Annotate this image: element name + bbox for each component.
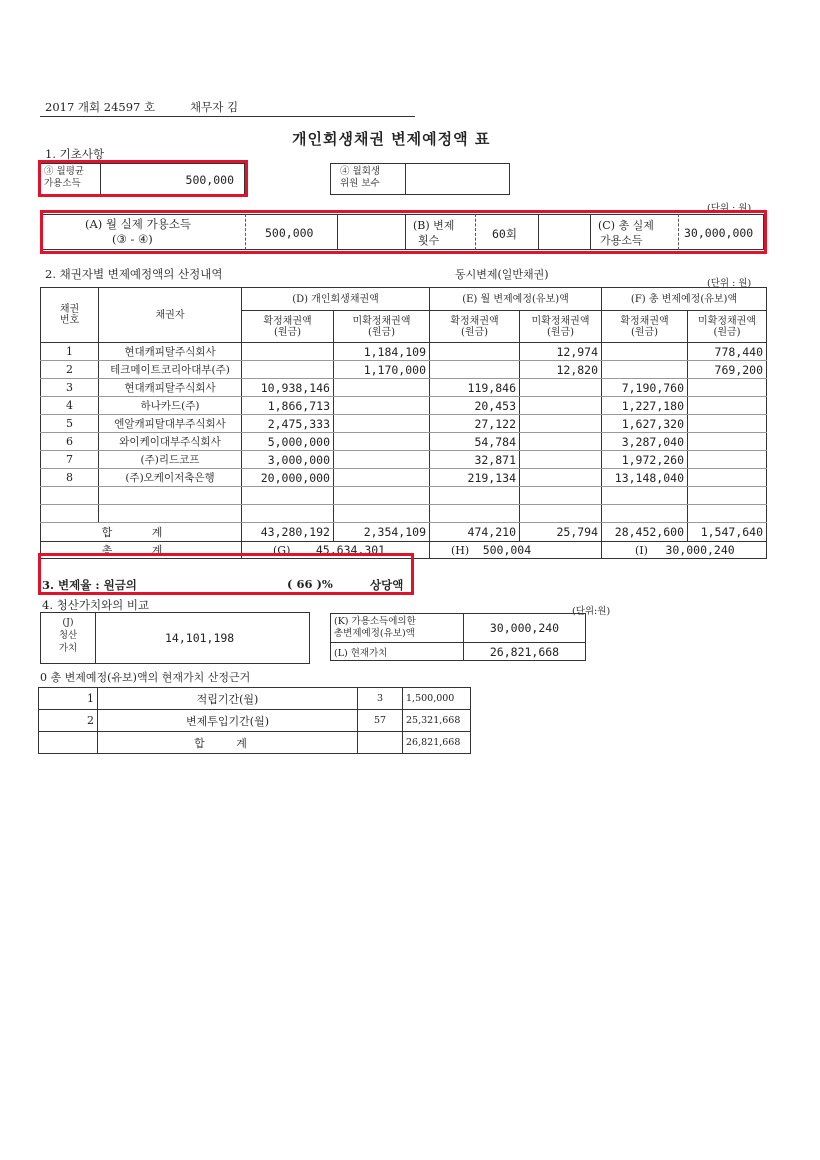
- d-unconfirmed: [334, 379, 430, 397]
- pv-total-no: [39, 732, 98, 754]
- a-value: 500,000: [265, 226, 314, 240]
- row-number: 8: [41, 469, 99, 487]
- g-value: 45,634,301: [315, 543, 386, 557]
- col-header-d: (D) 개인회생채권액: [242, 288, 430, 311]
- debtor-name: 채무자 김: [190, 100, 239, 114]
- l-label: (L) 현재가치: [331, 643, 464, 661]
- page-title: 개인회생채권 변제예정액 표: [292, 130, 491, 148]
- creditor-name: 현대캐피탈주식회사: [99, 343, 242, 361]
- total-label: 총 계: [41, 542, 242, 559]
- table-row: [41, 361, 767, 379]
- trustee-fee-divider: [405, 163, 406, 195]
- f-unconfirmed: 778,440: [688, 343, 767, 361]
- c-label-line2: 가용소득: [600, 234, 643, 247]
- table-row: [41, 505, 767, 523]
- creditor-name: 테크메이트코리아대부(주): [99, 361, 242, 379]
- row-number: [41, 505, 99, 523]
- subheader-e-confirmed: 확정채권액 (원금): [430, 311, 520, 343]
- creditor-name: 엔알캐피탈대부주식회사: [99, 415, 242, 433]
- d-unconfirmed: [334, 469, 430, 487]
- pv-total-months: [358, 732, 403, 754]
- highlight-total-and-rate: [38, 553, 414, 595]
- f-confirmed: 1,227,180: [602, 397, 688, 415]
- pv-no: 1: [39, 688, 98, 710]
- f-unconfirmed: [688, 469, 767, 487]
- f-confirmed: 13,148,040: [602, 469, 688, 487]
- section4-unit: (단위:원): [572, 606, 611, 617]
- pv-row: [39, 688, 471, 710]
- pv-total-amount: 26,821,668: [403, 732, 471, 754]
- liquidation-divider: [95, 612, 96, 664]
- section3-text-2: 상당액: [370, 578, 404, 592]
- creditor-name: [99, 487, 242, 505]
- creditor-name: (주)리드코프: [99, 451, 242, 469]
- k-value: 30,000,240: [464, 614, 586, 643]
- header-underline: [40, 116, 415, 117]
- e-unconfirmed: [520, 505, 602, 523]
- k-label: (K) 가용소득에의한 총변제예정(유보)액: [331, 614, 464, 643]
- table-row: [41, 397, 767, 415]
- e-confirmed: 20,453: [430, 397, 520, 415]
- e-unconfirmed: [520, 379, 602, 397]
- subtotal-e2: 25,794: [520, 523, 602, 542]
- monthly-income-value: 500,000: [185, 173, 234, 187]
- pv-row: [39, 710, 471, 732]
- h-value: 500,004: [482, 543, 532, 557]
- monthly-income-label: ③ 월평균 가용소득: [44, 166, 85, 189]
- d-confirmed: 3,000,000: [242, 451, 334, 469]
- b-label-line1: (B) 변제: [413, 219, 455, 232]
- d-confirmed: [242, 487, 334, 505]
- e-unconfirmed: [520, 415, 602, 433]
- repayment-rate: ( 66 )%: [287, 577, 333, 591]
- creditor-name: 하나카드(주): [99, 397, 242, 415]
- e-confirmed: 54,784: [430, 433, 520, 451]
- subtotal-d1: 43,280,192: [242, 523, 334, 542]
- l-value: 26,821,668: [464, 643, 586, 661]
- row-number: 6: [41, 433, 99, 451]
- e-confirmed: 219,134: [430, 469, 520, 487]
- d-confirmed: 1,866,713: [242, 397, 334, 415]
- b-label-line2: 횟수: [418, 234, 440, 247]
- h-label: (H): [451, 544, 470, 557]
- f-confirmed: 1,972,260: [602, 451, 688, 469]
- f-unconfirmed: [688, 433, 767, 451]
- section2-heading: 2. 채권자별 변제예정액의 산정내역: [45, 267, 223, 281]
- c-label-line1: (C) 총 실제: [598, 219, 654, 232]
- section2-unit: (단위 : 원): [707, 278, 752, 289]
- col-header-f: (F) 총 변제예정(유보)액: [602, 288, 767, 311]
- f-unconfirmed: 769,200: [688, 361, 767, 379]
- pv-months: 57: [358, 710, 403, 732]
- subheader-e-unconfirmed: 미확정채권액 (원금): [520, 311, 602, 343]
- a-label-line2: (③ - ④): [112, 232, 153, 246]
- col-header-e: (E) 월 변제예정(유보)액: [430, 288, 602, 311]
- pv-no: 2: [39, 710, 98, 732]
- f-confirmed: [602, 361, 688, 379]
- e-confirmed: 32,871: [430, 451, 520, 469]
- section3-text-1: 3. 변제율 : 원금의: [42, 578, 137, 592]
- d-unconfirmed: [334, 451, 430, 469]
- e-confirmed: [430, 487, 520, 505]
- f-unconfirmed: [688, 487, 767, 505]
- d-unconfirmed: 1,170,000: [334, 361, 430, 379]
- highlight-income-summary: [40, 210, 767, 254]
- subheader-d-unconfirmed: 미확정채권액 (원금): [334, 311, 430, 343]
- e-confirmed: [430, 343, 520, 361]
- f-unconfirmed: [688, 379, 767, 397]
- row-number: 3: [41, 379, 99, 397]
- d-unconfirmed: [334, 487, 430, 505]
- e-confirmed: [430, 505, 520, 523]
- row-number: 2: [41, 361, 99, 379]
- g-label: (G): [273, 544, 291, 557]
- i-value: 30,000,240: [665, 543, 735, 557]
- subtotal-f1: 28,452,600: [602, 523, 688, 542]
- d-confirmed: 20,000,000: [242, 469, 334, 487]
- f-confirmed: [602, 343, 688, 361]
- e-confirmed: [430, 361, 520, 379]
- d-confirmed: 2,475,333: [242, 415, 334, 433]
- d-confirmed: 5,000,000: [242, 433, 334, 451]
- f-confirmed: 3,287,040: [602, 433, 688, 451]
- pv-amount: 25,321,668: [403, 710, 471, 732]
- case-number: 2017 개회 24597 호: [45, 100, 156, 114]
- subtotal-f2: 1,547,640: [688, 523, 767, 542]
- pv-label: 적립기간(월): [98, 688, 358, 710]
- pv-amount: 1,500,000: [403, 688, 471, 710]
- e-unconfirmed: [520, 469, 602, 487]
- d-confirmed: [242, 505, 334, 523]
- b-value: 60회: [492, 227, 517, 241]
- subheader-f-confirmed: 확정채권액 (원금): [602, 311, 688, 343]
- section1-unit: (단위 : 원): [707, 203, 752, 214]
- total-h: [430, 542, 602, 559]
- table-row: [41, 343, 767, 361]
- f-confirmed: 7,190,760: [602, 379, 688, 397]
- section1-heading: 1. 기초사항: [45, 147, 105, 161]
- row-number: 7: [41, 451, 99, 469]
- table-row: [41, 487, 767, 505]
- e-unconfirmed: [520, 451, 602, 469]
- subheader-f-unconfirmed: 미확정채권액 (원금): [688, 311, 767, 343]
- section2-method: 동시변제(일반채권): [455, 268, 549, 281]
- a-label-line1: (A) 월 실제 가용소득: [85, 217, 192, 231]
- e-unconfirmed: [520, 433, 602, 451]
- creditor-name: 와이케이대부주식회사: [99, 433, 242, 451]
- row-number: [41, 487, 99, 505]
- row-number: 4: [41, 397, 99, 415]
- e-unconfirmed: [520, 487, 602, 505]
- pv-total-label: 합 계: [98, 732, 358, 754]
- trustee-fee-label: ④ 월회생 위원 보수: [340, 166, 381, 189]
- f-unconfirmed: [688, 415, 767, 433]
- d-unconfirmed: [334, 415, 430, 433]
- e-confirmed: 119,846: [430, 379, 520, 397]
- section4-heading: 4. 청산가치와의 비교: [42, 598, 150, 612]
- table-row: [41, 415, 767, 433]
- highlight-monthly-income: [38, 160, 248, 197]
- table-row: [41, 433, 767, 451]
- subtotal-d2: 2,354,109: [334, 523, 430, 542]
- e-confirmed: 27,122: [430, 415, 520, 433]
- d-unconfirmed: [334, 505, 430, 523]
- f-confirmed: 1,627,320: [602, 415, 688, 433]
- row-number: 5: [41, 415, 99, 433]
- subtotal-label: 합 계: [41, 523, 242, 542]
- creditor-name: (주)오케이저축은행: [99, 469, 242, 487]
- e-unconfirmed: 12,820: [520, 361, 602, 379]
- f-confirmed: [602, 505, 688, 523]
- col-header-no: 채권 번호: [41, 288, 99, 343]
- d-confirmed: [242, 343, 334, 361]
- c-value: 30,000,000: [684, 226, 754, 240]
- f-unconfirmed: [688, 397, 767, 415]
- creditor-name: 현대캐피탈주식회사: [99, 379, 242, 397]
- e-unconfirmed: [520, 397, 602, 415]
- d-unconfirmed: 1,184,109: [334, 343, 430, 361]
- row-number: 1: [41, 343, 99, 361]
- creditor-name: [99, 505, 242, 523]
- subheader-d-confirmed: 확정채권액 (원금): [242, 311, 334, 343]
- e-unconfirmed: 12,974: [520, 343, 602, 361]
- comparison-table: [330, 613, 586, 661]
- creditor-table: [40, 287, 767, 559]
- i-label: (I): [635, 544, 648, 557]
- d-unconfirmed: [334, 433, 430, 451]
- f-unconfirmed: [688, 451, 767, 469]
- pv-label: 변제투입기간(월): [98, 710, 358, 732]
- pv-heading: 0 총 변제예정(유보)액의 현재가치 산정근거: [40, 671, 251, 684]
- j-label: (J) 청산 가치: [58, 617, 78, 654]
- table-row: [41, 379, 767, 397]
- d-unconfirmed: [334, 397, 430, 415]
- total-i: [602, 542, 767, 559]
- j-value: 14,101,198: [165, 631, 235, 645]
- d-confirmed: 10,938,146: [242, 379, 334, 397]
- pv-months: 3: [358, 688, 403, 710]
- d-confirmed: [242, 361, 334, 379]
- f-confirmed: [602, 487, 688, 505]
- table-row: [41, 451, 767, 469]
- table-row: [41, 469, 767, 487]
- col-header-creditor: 채권자: [99, 288, 242, 343]
- subtotal-e1: 474,210: [430, 523, 520, 542]
- pv-table: [38, 687, 471, 754]
- f-unconfirmed: [688, 505, 767, 523]
